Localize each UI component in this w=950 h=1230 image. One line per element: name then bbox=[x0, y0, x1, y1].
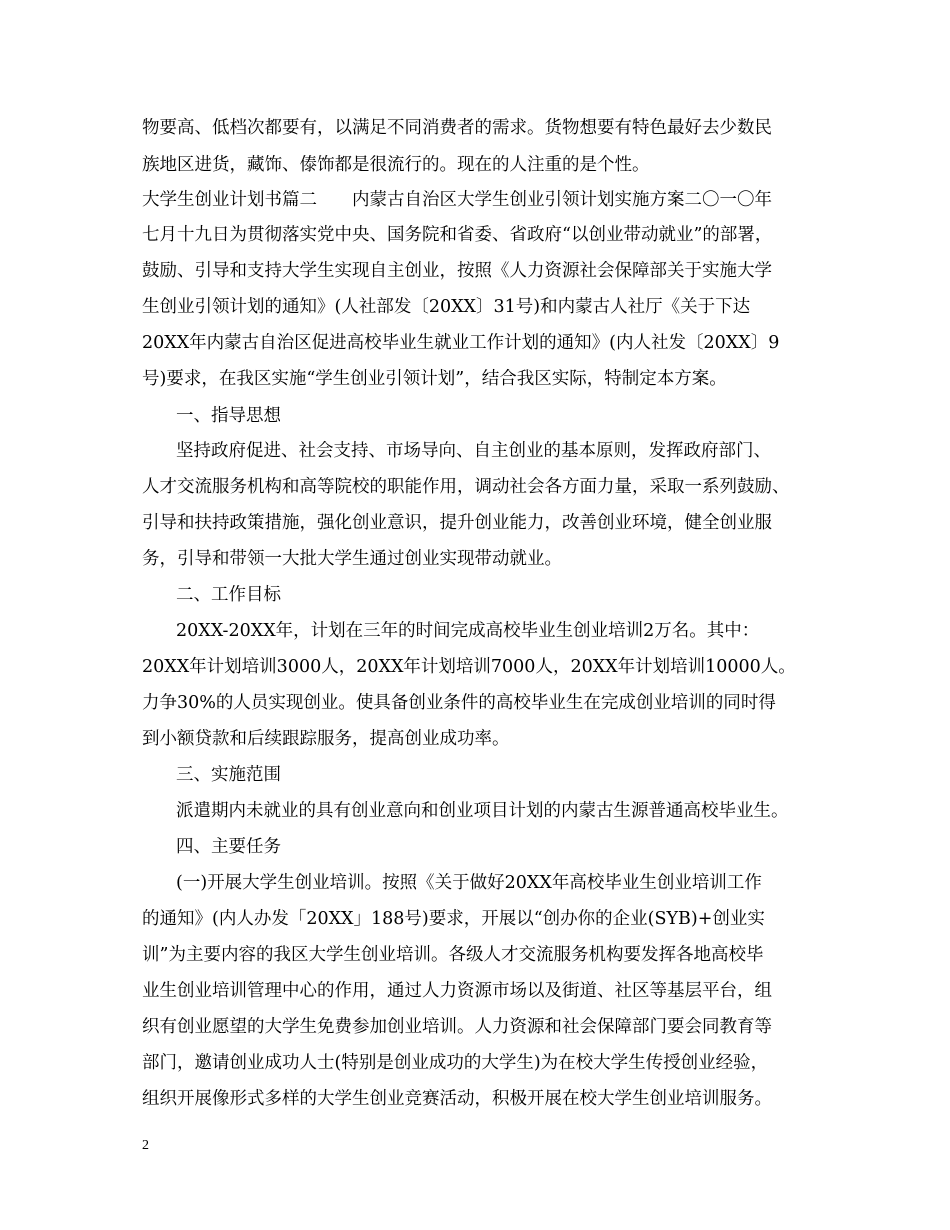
body-text-line: 七月十九日为贯彻落实党中央、国务院和省委、省政府“以创业带动就业”的部署， bbox=[142, 225, 773, 245]
body-text-line: (一)开展大学生创业培训。按照《关于做好20XX年高校毕业生创业培训工作 bbox=[176, 873, 762, 893]
body-text-line: 训”为主要内容的我区大学生创业培训。各级人才交流服务机构要发挥各地高校毕 bbox=[142, 945, 764, 965]
body-text-line: 业生创业培训管理中心的作用，通过人力资源市场以及街道、社区等基层平台，组 bbox=[142, 981, 772, 1001]
body-text-line: 的通知》(内人办发「20XX」188号)要求，开展以“创办你的企业(SYB)+创业实 bbox=[142, 909, 765, 929]
heading-scope: 三、实施范围 bbox=[176, 765, 281, 785]
body-text-line: 20XX-20XX年，计划在三年的时间完成高校毕业生创业培训2万名。其中： bbox=[176, 621, 760, 641]
body-text-line: 织有创业愿望的大学生免费参加创业培训。人力资源和社会保障部门要会同教育等 bbox=[142, 1017, 772, 1037]
body-text-line: 鼓励、引导和支持大学生实现自主创业，按照《人力资源社会保障部关于实施大学 bbox=[142, 261, 772, 281]
page-number: 2 bbox=[142, 1138, 149, 1153]
section-title-line: 大学生创业计划书篇二 内蒙古自治区大学生创业引领计划实施方案二〇一〇年 bbox=[142, 190, 772, 210]
body-text-line: 力争30%的人员实现创业。使具备创业条件的高校毕业生在完成创业培训的同时得 bbox=[142, 693, 776, 713]
heading-main-tasks: 四、主要任务 bbox=[176, 837, 281, 857]
body-text-line: 20XX年内蒙古自治区促进高校毕业生就业工作计划的通知》(内人社发〔20XX〕9 bbox=[142, 333, 780, 353]
body-text-line: 到小额贷款和后续跟踪服务，提高创业成功率。 bbox=[142, 729, 510, 749]
body-text-line: 部门，邀请创业成功人士(特别是创业成功的大学生)为在校大学生传授创业经验， bbox=[142, 1053, 769, 1073]
body-text-line: 20XX年计划培训3000人，20XX年计划培训7000人，20XX年计划培训10000人。 bbox=[142, 657, 796, 677]
body-text-line: 号)要求，在我区实施“学生创业引领计划”，结合我区实际，特制定本方案。 bbox=[142, 369, 727, 389]
heading-guiding-ideology: 一、指导思想 bbox=[176, 406, 281, 426]
body-text-line: 组织开展像形式多样的大学生创业竞赛活动，积极开展在校大学生创业培训服务。 bbox=[142, 1089, 772, 1109]
body-text-line: 坚持政府促进、社会支持、市场导向、自主创业的基本原则，发挥政府部门、 bbox=[176, 441, 771, 461]
body-text-line: 族地区进货，藏饰、傣饰都是很流行的。现在的人注重的是个性。 bbox=[142, 155, 650, 175]
body-text-line: 生创业引领计划的通知》(人社部发〔20XX〕31号)和内蒙古人社厅《关于下达 bbox=[142, 297, 751, 317]
body-text-line: 人才交流服务机构和高等院校的职能作用，调动社会各方面力量，采取一系列鼓励、 bbox=[142, 477, 790, 497]
body-text-line: 派遣期内未就业的具有创业意向和创业项目计划的内蒙古生源普通高校毕业生。 bbox=[176, 801, 789, 821]
body-text-line: 务，引导和带领一大批大学生通过创业实现带动就业。 bbox=[142, 549, 562, 569]
body-text-line: 物要高、低档次都要有，以满足不同消费者的需求。货物想要有特色最好去少数民 bbox=[142, 118, 772, 138]
body-text-line: 引导和扶持政策措施，强化创业意识，提升创业能力，改善创业环境，健全创业服 bbox=[142, 513, 772, 533]
heading-work-goals: 二、工作目标 bbox=[176, 585, 281, 605]
